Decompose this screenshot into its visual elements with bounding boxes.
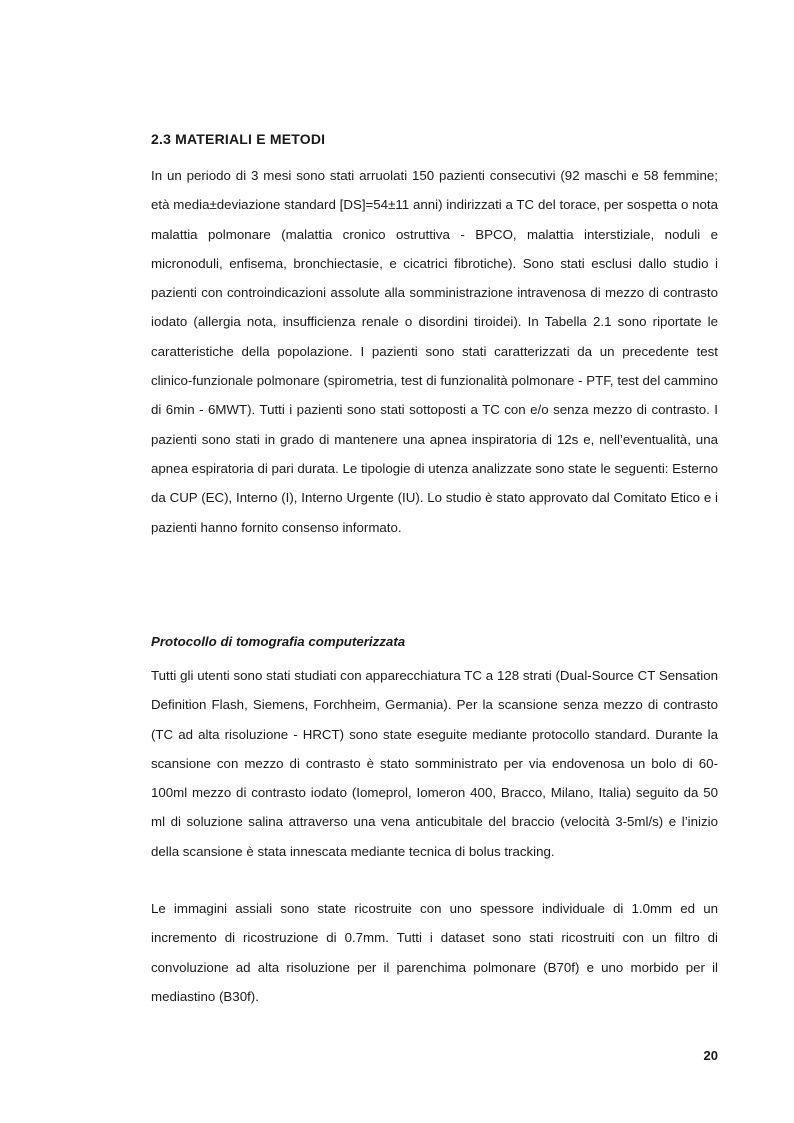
body-paragraph-reconstruction: Le immagini assiali sono state ricostruite con uno spessore individuale di 1.0mm ed un incremento di ricostruzione di 0.7mm. Tutti i dataset sono stati ricostruiti con un filtro di convoluzione ad alta risoluzione per il parenchima polmonare (B70f) e uno morbido per il mediastino (B30f). bbox=[151, 901, 718, 1004]
subsection-heading: Protocollo di tomografia computerizzata bbox=[151, 634, 406, 649]
section-heading: 2.3 MATERIALI E METODI bbox=[151, 131, 326, 147]
body-paragraph-ct-protocol: Tutti gli utenti sono stati studiati con apparecchiatura TC a 128 strati (Dual-Source CT Sensation Definition Flash, Siemens, Forchheim, Germania). Per la scansione senza mezzo di contrasto (TC ad alta risoluzione - HRCT) sono state eseguite mediante protocollo standard. Durante la scansione con mezzo di contrasto è stato somministrato per via endovenosa un bolo di 60-100ml mezzo di contrasto iodato (Iomeprol, Iomeron 400, Bracco, Milano, Italia) seguito da 50 ml di soluzione salina attraverso una vena anticubitale del braccio (velocità 3-5ml/s) e l’inizio della scansione è stata innescata mediante tecnica di bolus tracking. bbox=[151, 668, 718, 859]
body-paragraph-participants: In un periodo di 3 mesi sono stati arruolati 150 pazienti consecutivi (92 maschi e 58 femmine; età media±deviazione standard [DS]=54±11 anni) indirizzati a TC del torace, per sospetta o nota malattia polmonare (malattia cronico ostruttiva - BPCO, malattia interstiziale, noduli e micronoduli, enfisema, bronchiectasie, e cicatrici fibrotiche). Sono stati esclusi dallo studio i pazienti con controindicazioni assolute alla somministrazione intravenosa di mezzo di contrasto iodato (allergia nota, insufficienza renale o disordini tiroidei). In Tabella 2.1 sono riportate le caratteristiche della popolazione. I pazienti sono stati caratterizzati da un precedente test clinico-funzionale polmonare (spirometria, test di funzionalità polmonare - PTF, test del cammino di 6min - 6MWT). Tutti i pazienti sono stati sottoposti a TC con e/o senza mezzo di contrasto. I pazienti sono stati in grado di mantenere una apnea inspiratoria di 12s e, nell’eventualità, una apnea espiratoria di pari durata. Le tipologie di utenza analizzate sono state le seguenti: Esterno da CUP (EC), Interno (I), Interno Urgente (IU). Lo studio è stato approvato dal Comitato Etico e i pazienti hanno fornito consenso informato. bbox=[151, 168, 718, 535]
page-number: 20 bbox=[703, 1048, 718, 1063]
